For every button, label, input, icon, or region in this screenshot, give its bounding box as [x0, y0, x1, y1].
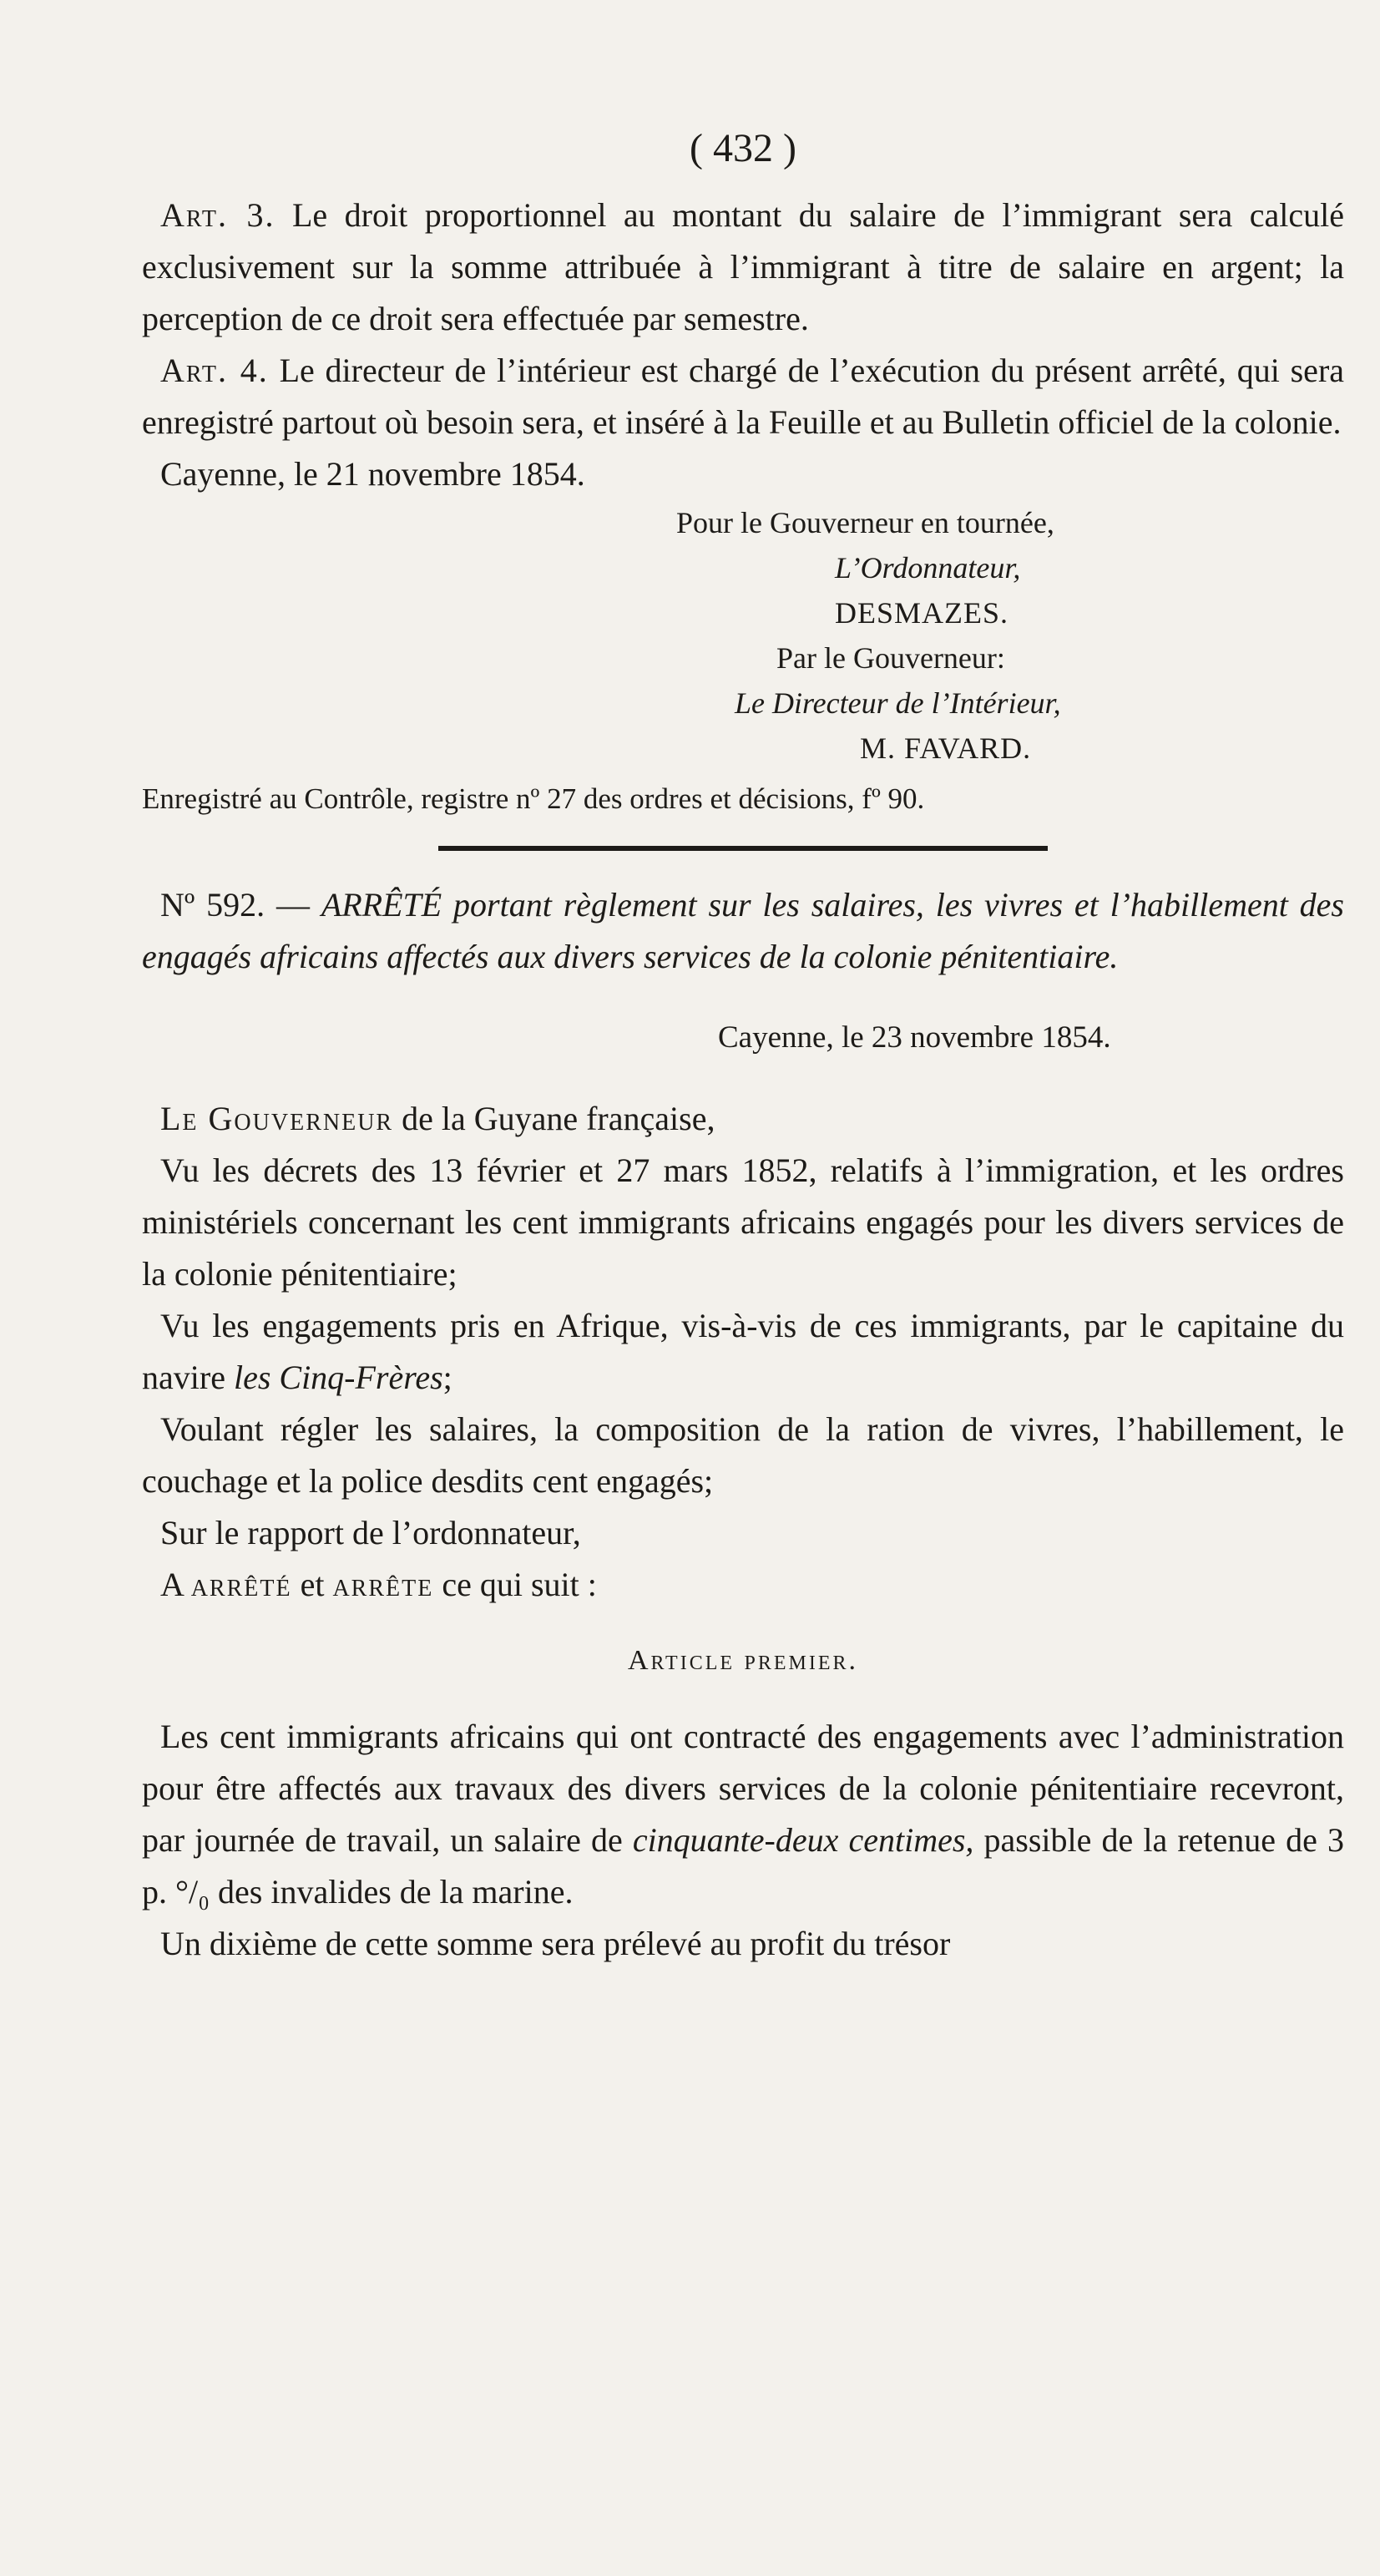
- article-premier: [142, 1711, 1344, 1918]
- signature-name-2: M. FAVARD.: [860, 731, 1032, 765]
- considerant-2: [142, 1300, 1344, 1404]
- registration-note: Enregistré au Contrôle, registre nº 27 des ordres et décisions, fº 90.: [142, 782, 925, 815]
- arrete-number: Nº 592. —: [160, 886, 310, 924]
- article-premier-last: Un dixième de cette somme sera prélevé au profit du trésor: [160, 1925, 951, 1962]
- considerant-4: Sur le rapport de l’ordonnateur,: [160, 1514, 581, 1551]
- governor-title: Le Gouverneur: [160, 1100, 394, 1137]
- decree-et: et: [300, 1566, 325, 1603]
- considerant-1: Vu les décrets des 13 février et 27 mars 1852, relatifs à l’immigration, et les ordres ministériels concernant les cent immigrants africains engagés pour les divers services de la colonie pénitentiaire;: [142, 1151, 1344, 1293]
- place-date: Cayenne, le 21 novembre 1854.: [160, 455, 585, 493]
- signature-name-1: DESMAZES.: [835, 596, 1009, 630]
- arrete-date: Cayenne, le 23 novembre 1854.: [718, 1020, 1111, 1055]
- article-4-label: Art. 4.: [160, 352, 269, 389]
- article-premier-pre: Les cent immigrants africains qui ont contracté des engagements avec l’administration pour être affectés aux travaux des divers services de la colonie pénitentiaire recevront, par journée de travail, un salaire de: [142, 1718, 1344, 1859]
- article-4-text: Le directeur de l’intérieur est chargé de l’exécution du présent arrêté, qui sera enregistré partout où besoin sera, et inséré à la Feuille et au Bulletin officiel de la colonie.: [142, 352, 1345, 441]
- article-4: [142, 345, 1344, 448]
- signature-line-1: Pour le Gouverneur en tournée,: [676, 506, 1054, 539]
- article-3-label: Art. 3.: [160, 196, 275, 234]
- signature-line-2: Par le Gouverneur:: [776, 641, 1005, 675]
- article-3-text: Le droit proportionnel au montant du salaire de l’immigrant sera calculé exclusivement sur la somme attribuée à l’immigrant à titre de salaire en argent; la perception de ce droit sera effectuée par semestre.: [142, 196, 1345, 337]
- decree-a: A: [160, 1566, 183, 1603]
- governor-line: [142, 1093, 1344, 1145]
- decree-arrete: arrêté: [190, 1566, 292, 1603]
- governor-rest: de la Guyane française,: [402, 1100, 715, 1137]
- arrete-heading: [142, 879, 1344, 983]
- considerant-3: Voulant régler les salaires, la composition de la ration de vivres, l’habillement, le couchage et la police desdits cent engagés;: [142, 1410, 1344, 1500]
- document-page: [142, 125, 1344, 1970]
- decree-arrete-2: arrête: [332, 1566, 434, 1603]
- arrete-title: ARRÊTÉ portant règlement sur les salaires, les vivres et l’habillement des engagés africains affectés aux divers services de la colonie pénitentiaire.: [142, 886, 1345, 975]
- signature-role-2: Le Directeur de l’Intérieur,: [735, 686, 1061, 720]
- page-number: ( 432 ): [690, 126, 796, 170]
- article-premier-heading: Article premier.: [627, 1645, 859, 1676]
- article-3: [142, 190, 1344, 345]
- article-premier-post: passible de la retenue de 3 p. °/₀ des invalides de la marine.: [142, 1821, 1344, 1910]
- salary-amount: cinquante-deux centimes,: [632, 1821, 974, 1859]
- signature-role-1: L’Ordonnateur,: [835, 551, 1021, 585]
- ship-name: les Cinq-Frères: [233, 1359, 443, 1396]
- section-divider: [438, 846, 1048, 851]
- considerant-2-pre: Vu les engagements pris en Afrique, vis-à-vis de ces immigrants, par le capitaine du navire: [142, 1307, 1344, 1396]
- decree-formula: [142, 1559, 1344, 1611]
- decree-rest: ce qui suit :: [442, 1566, 597, 1603]
- considerant-2-post: ;: [442, 1359, 452, 1396]
